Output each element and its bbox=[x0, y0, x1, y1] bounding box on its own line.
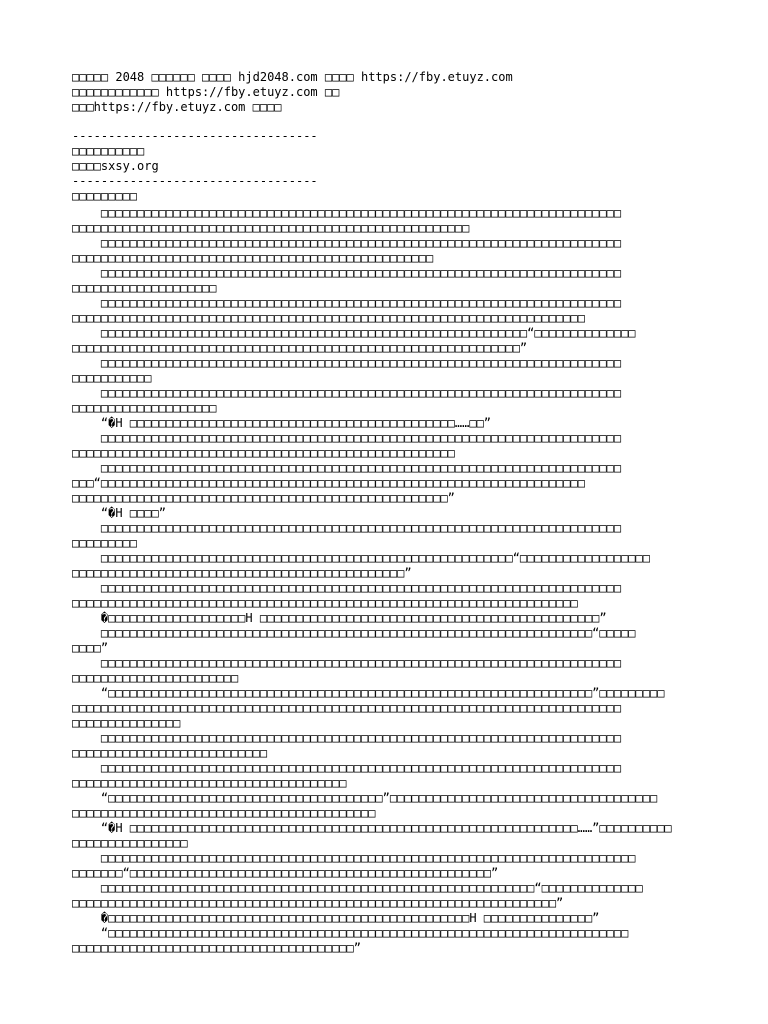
paragraph-line: □□□□□□□□□□□□□□□□□□□□□□□□□□□□□□□□□□□□□□□□□□□□□□□□□□□□□□□□□□□□“□□□□□□□□□□□□□□ bbox=[72, 881, 643, 895]
paragraph-line: □□□□□□□□□□□□□□□□□□□□□□□□□□□□□□□□□□□□□□□□□□□□□□□□□□□□□□□□□□□□□□□□□□□□□□□□ bbox=[72, 521, 622, 535]
header-line: □□□https://fby.etuyz.com □□□□ bbox=[72, 100, 282, 114]
paragraph-line: □□□□□□□□□□□□□□□□□□□□□□□□□□□□□□□□□□□□□□□□□□□□□□□□□□ bbox=[72, 251, 434, 265]
paragraph-line: □□□□□□□□□□□□□□□□□□□□□□□□□□□□□□□□□□□□□□□□□□□□□□□□□□□□□□□□□□□□□□□□□□□□□□□□ bbox=[72, 731, 622, 745]
paragraph-line: □□□□□□□□□ bbox=[72, 536, 138, 550]
paragraph-line: “�H □□□□□□□□□□□□□□□□□□□□□□□□□□□□□□□□□□□□□□□□□□□□□……□□” bbox=[72, 416, 492, 430]
paragraph bbox=[72, 356, 708, 386]
paragraph bbox=[72, 731, 708, 761]
paragraph-line: □□□□□□□□□□□□□□□□□□□□□□□□□□□□□□□□□□□□□□□□□□□□□□□□□□□□□□□□□□□□□□□□□□□□□□□□ bbox=[72, 461, 622, 475]
divider: ---------------------------------- bbox=[72, 129, 318, 143]
paragraph-line: □□□□□□□□□□□□□□□□□□□□□□□□□□□□□□□□□□□□□□□□□□□□□□□□□□□□□□□□□□□□□□□□□□□□□□□□ bbox=[72, 431, 622, 445]
paragraph-line: “□□□□□□□□□□□□□□□□□□□□□□□□□□□□□□□□□□□□□□”□□□□□□□□□□□□□□□□□□□□□□□□□□□□□□□□□□□□□ bbox=[72, 791, 658, 805]
header-line: □□□□□ 2048 □□□□□□ □□□□ hjd2048.com □□□□ https://fby.etuyz.com bbox=[72, 70, 513, 84]
paragraph-line: □□□□□□□□□□□□□□□□□□□□□□□□□□□□□□□□□□□□□□□□□□□□□□□□□□□□□□□□□□□□□□□□□□□□□□□□ bbox=[72, 356, 622, 370]
source-line: □□□□sxsy.org bbox=[72, 159, 159, 173]
paragraph-line: □□□□□□□□□□□□□□□ bbox=[72, 716, 181, 730]
paragraph bbox=[72, 761, 708, 791]
paragraph-line: □□□□□□□□□□□□□□□□□□□□□□□□□□□□□□□□□□□□□□□□□□□□□□□□□□□□□□□□□□□□□□□□□□□” bbox=[72, 896, 564, 910]
paragraph bbox=[72, 821, 708, 851]
paragraph-line: □□□□□□□□□□□□□□□□□□□□□□□□□□□□□□□□□□□□□□□□□□□□□□□□□□□□□□□□□□□□□□□□□□□□□□□ bbox=[72, 311, 585, 325]
paragraph bbox=[72, 206, 708, 236]
paragraph-line: □□□□□□□□□□□□□□□□□□□□□□□□□□□□□□□□□□□□□□□□□□ bbox=[72, 806, 376, 820]
paragraph-line: □□□□□□□□□□□□□□□□ bbox=[72, 836, 188, 850]
paragraph-line: □□□□□□□□□□□□□□□□□□□□□□□□□□□□□□□□□□□□□□□□□□□□□□□□□□□□□□□□□□□□□□□□□□□□□□□□ bbox=[72, 206, 622, 220]
paragraph-line: □□□□□□□□□□□□□□□□□□□□□□□□□□□□□□□□□□□□□□□□□□□□□□□□□□□□□□□□□□□□□□□□□□□□□□□□ bbox=[72, 656, 622, 670]
paragraph-line: □□□□” bbox=[72, 641, 109, 655]
paragraph-line: □□□□□□□□□□□□□□□□□□□□□□□□□□□□□□□□□□□□□□□□□□□□□□□□□□□□□ bbox=[72, 446, 455, 460]
paragraph bbox=[72, 791, 708, 821]
paragraph-line: □□□□□□□□□□□□□□□□□□□□□□□□□□□□□□□□□□□□□□□□□□□□□□□□□□□□□□□□□□□“□□□□□□□□□□□□□□ bbox=[72, 326, 636, 340]
paragraph bbox=[72, 581, 708, 611]
paragraph bbox=[72, 461, 708, 506]
paragraph bbox=[72, 296, 708, 326]
paragraph-line: □□□“□□□□□□□□□□□□□□□□□□□□□□□□□□□□□□□□□□□□□□□□□□□□□□□□□□□□□□□□□□□□□□□□□□□ bbox=[72, 476, 585, 490]
paragraph bbox=[72, 506, 708, 521]
paragraph-line: �□□□□□□□□□□□□□□□□□□□H □□□□□□□□□□□□□□□□□□□□□□□□□□□□□□□□□□□□□□□□□□□□□□□” bbox=[72, 611, 607, 625]
paragraph bbox=[72, 611, 708, 626]
paragraph-line: □□□□□□□□□□□ bbox=[72, 371, 152, 385]
paragraph bbox=[72, 236, 708, 266]
paragraph bbox=[72, 851, 708, 881]
paragraph-line: □□□□□□□□□□□□□□□□□□□□□□□□□□□□□□□□□□□□□□ bbox=[72, 776, 347, 790]
paragraph-line: □□□□□□□“□□□□□□□□□□□□□□□□□□□□□□□□□□□□□□□□□□□□□□□□□□□□□□□□□□” bbox=[72, 866, 499, 880]
paragraph bbox=[72, 551, 708, 581]
paragraph-line: “□□□□□□□□□□□□□□□□□□□□□□□□□□□□□□□□□□□□□□□□□□□□□□□□□□□□□□□□□□□□□□□□□□□□□□□□ bbox=[72, 926, 629, 940]
paragraph-line: □□□□□□□□□□□□□□□□□□□□□□□□□□□□□□□□□□□□□□□□□□□□□□□□□□□□□□□□□□□□□□□□□□□□□□□□□□□□ bbox=[72, 701, 622, 715]
header-line: □□□□□□□□□□□□ https://fby.etuyz.com □□ bbox=[72, 85, 340, 99]
paragraph bbox=[72, 431, 708, 461]
paragraph-line: “□□□□□□□□□□□□□□□□□□□□□□□□□□□□□□□□□□□□□□□□□□□□□□□□□□□□□□□□□□□□□□□□□□□”□□□□□□□□□ bbox=[72, 686, 665, 700]
paragraph-line: □□□□□□□□□□□□□□□□□□□□□□□□□□□□□□□□□□□□□□□□□□□□□□□□□□□□□□□□□□□□□□□□□□□□□□□□ bbox=[72, 296, 622, 310]
paragraph-line: □□□□□□□□□□□□□□□□□□□□□□□ bbox=[72, 671, 239, 685]
paragraph-line: “�H □□□□” bbox=[72, 506, 166, 520]
paragraph-line: □□□□□□□□□□□□□□□□□□□□□□□□□□□□□□□□□□□□□□□□□□□□□□□□□□□□□□□□□□□□□□□□□□□□□□□□ bbox=[72, 266, 622, 280]
paragraph bbox=[72, 881, 708, 911]
paragraph-line: “�H □□□□□□□□□□□□□□□□□□□□□□□□□□□□□□□□□□□□□□□□□□□□□□□□□□□□□□□□□□□□□□……”□□□□□□□□□□ bbox=[72, 821, 672, 835]
paragraph-line: □□□□□□□□□□□□□□□□□□□□ bbox=[72, 281, 217, 295]
paragraph bbox=[72, 926, 708, 956]
paragraph-line: �□□□□□□□□□□□□□□□□□□□□□□□□□□□□□□□□□□□□□□□□□□□□□□□□□□H □□□□□□□□□□□□□□□” bbox=[72, 911, 600, 925]
divider: ---------------------------------- bbox=[72, 174, 318, 188]
paragraph-line: □□□□□□□□□□□□□□□□□□□□□□□□□□□□□□□□□□□□□□□□□□□□□□□□□□□□□□□□□□□□□□□□□□□□“□□□□□ bbox=[72, 626, 636, 640]
paragraph-line: □□□□□□□□□□□□□□□□□□□□□□□□□□□□□□□□□□□□□□□□□□□□□□□□□□□□□□□□□□□□□□” bbox=[72, 341, 528, 355]
paragraph bbox=[72, 266, 708, 296]
paragraph-line: □□□□□□□□□□□□□□□□□□□□□□□□□□□□□□□□□□□□□□□□□□□□□□□□□□□□□□□□□□□□□□□□□□□□□□□□ bbox=[72, 236, 622, 250]
paragraph-line: □□□□□□□□□□□□□□□□□□□□□□□□□□□□□□□□□□□□□□□□□□□□□□□□□□□□□□□□□□□□□□□□□□□□□□□□□□ bbox=[72, 851, 636, 865]
paragraph bbox=[72, 326, 708, 356]
paragraph-line: □□□□□□□□□□□□□□□□□□□□□□□□□□□□□□□□□□□□□□□□□□□□□□□□□□□□□□□ bbox=[72, 221, 470, 235]
paragraph bbox=[72, 416, 708, 431]
paragraph-line: □□□□□□□□□□□□□□□□□□□□□□□□□□□□□□□□□□□□□□□□□□□□□□□□□□□□□□□□□□□□□□□□□□□□□□□□ bbox=[72, 386, 622, 400]
paragraph-line: □□□□□□□□□□□□□□□□□□□□□□□□□□□□□□□□□□□□□□□” bbox=[72, 941, 361, 955]
chapter-title: □□□□□□□□□ bbox=[72, 189, 138, 203]
paragraph-line: □□□□□□□□□□□□□□□□□□□□□□□□□□□□□□□□□□□□□□□□□□□□□□□□□□□□□□□□□□□□□□□□□□□□□□□□ bbox=[72, 761, 622, 775]
source-line: □□□□□□□□□□ bbox=[72, 144, 145, 158]
body-text bbox=[72, 206, 708, 956]
paragraph-line: □□□□□□□□□□□□□□□□□□□□□□□□□□□□□□□□□□□□□□□□□□□□□□□□□□□□” bbox=[72, 491, 455, 505]
paragraph-line: □□□□□□□□□□□□□□□□□□□□□□□□□□□□□□□□□□□□□□□□□□□□□□□□□□□□□□□□□□□□□□□□□□□□□□□□ bbox=[72, 581, 622, 595]
paragraph-line: □□□□□□□□□□□□□□□□□□□□□□□□□□□□□□□□□□□□□□□□□□□□□□□□□□□□□□□□□□□□□□□□□□□□□□ bbox=[72, 596, 578, 610]
paragraph bbox=[72, 911, 708, 926]
paragraph bbox=[72, 656, 708, 686]
paragraph-line: □□□□□□□□□□□□□□□□□□□□ bbox=[72, 401, 217, 415]
paragraph-line: □□□□□□□□□□□□□□□□□□□□□□□□□□□□□□□□□□□□□□□□□□□□□□” bbox=[72, 566, 412, 580]
paragraph bbox=[72, 626, 708, 656]
paragraph bbox=[72, 686, 708, 731]
paragraph bbox=[72, 521, 708, 551]
paragraph-line: □□□□□□□□□□□□□□□□□□□□□□□□□□□□□□□□□□□□□□□□□□□□□□□□□□□□□□□□□“□□□□□□□□□□□□□□□□□□ bbox=[72, 551, 650, 565]
paragraph bbox=[72, 386, 708, 416]
header-block bbox=[72, 70, 708, 115]
paragraph-line: □□□□□□□□□□□□□□□□□□□□□□□□□□□ bbox=[72, 746, 268, 760]
